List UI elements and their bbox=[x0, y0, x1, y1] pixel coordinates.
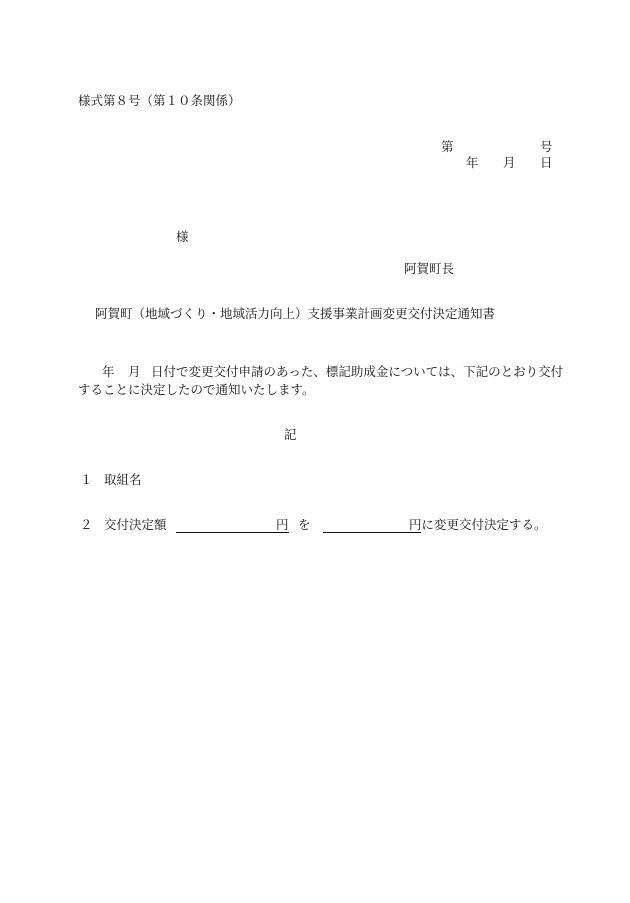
form-label: 様式第８号（第１０条関係） bbox=[78, 93, 241, 108]
item-2-number: ２ bbox=[80, 517, 93, 532]
yen-2-underline bbox=[409, 532, 421, 533]
ki-heading: 記 bbox=[284, 427, 297, 442]
item-2-label: 交付決定額 bbox=[104, 517, 167, 532]
body-year: 年 bbox=[102, 364, 115, 379]
yen-1: 円 bbox=[276, 517, 289, 532]
body-month: 月 bbox=[128, 364, 141, 379]
number-prefix: 第 bbox=[441, 139, 454, 154]
item-1-number: １ bbox=[80, 472, 93, 487]
document-title: 阿賀町（地域づくり・地域活力向上）支援事業計画変更交付決定通知書 bbox=[95, 306, 496, 321]
yen-2: 円に変更交付決定する。 bbox=[409, 517, 547, 532]
item-2-tail bbox=[409, 519, 547, 532]
date-year: 年 bbox=[466, 155, 479, 170]
addressee-suffix: 様 bbox=[176, 229, 189, 244]
number-suffix: 号 bbox=[540, 139, 553, 154]
item-1-label: 取組名 bbox=[104, 472, 142, 487]
date-month: 月 bbox=[503, 155, 516, 170]
body-line1: 日付で変更交付申請のあった、標記助成金については、下記のとおり交付 bbox=[151, 364, 564, 379]
issuer-name: 阿賀町長 bbox=[404, 261, 455, 276]
amount-blank-1 bbox=[176, 519, 276, 533]
wo-particle: を bbox=[298, 517, 311, 532]
body-line2: することに決定したので通知いたします。 bbox=[78, 382, 315, 397]
date-day: 日 bbox=[540, 155, 553, 170]
amount-blank-2 bbox=[323, 519, 409, 533]
